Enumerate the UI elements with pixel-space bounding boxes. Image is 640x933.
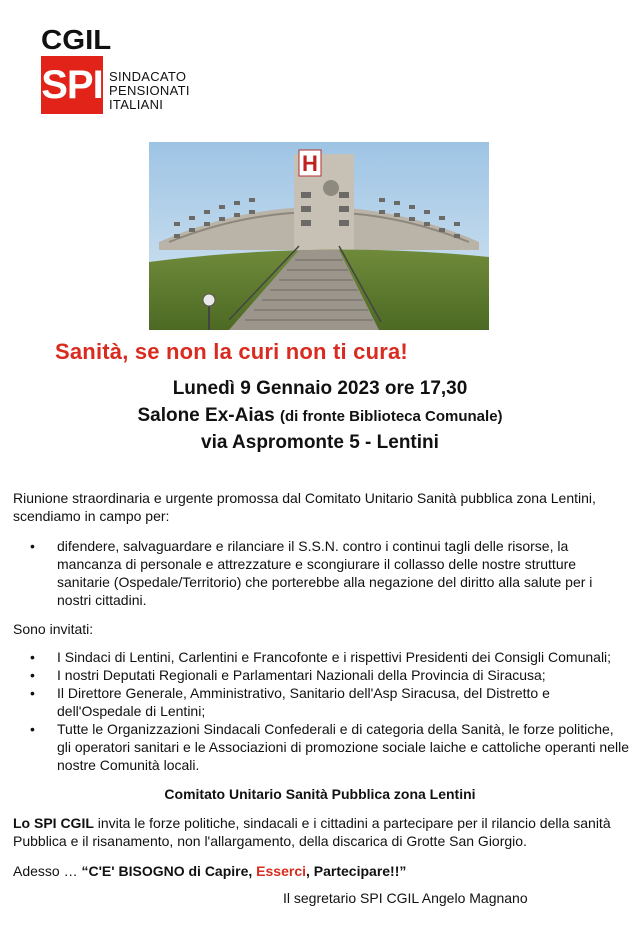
secretary-signature: Il segretario SPI CGIL Angelo Magnano bbox=[283, 890, 528, 906]
intro-paragraph: Riunione straordinaria e urgente promossa dal Comitato Unitario Sanità pubblica zona Lentini, scendiamo in campo per: bbox=[13, 490, 596, 524]
event-venue-note: (di fronte Biblioteca Comunale) bbox=[280, 408, 503, 425]
cta-part2: Esserci bbox=[256, 863, 306, 879]
logo-line-1: SINDACATO bbox=[109, 69, 187, 84]
spi-paragraph-rest: invita le forze politiche, sindacali e i cittadini a partecipare per il rilancio della sanità Pubblica e il risanamento, non l'allargamento, della discarica di Grotte San Giorgio. bbox=[13, 815, 611, 849]
bullet-dot: • bbox=[30, 667, 35, 683]
spi-paragraph-lead: Lo SPI CGIL bbox=[13, 815, 94, 831]
cta-part1: “C'E' BISOGNO di Capire, bbox=[81, 863, 257, 879]
bullet-dot: • bbox=[30, 649, 35, 665]
invited-label: Sono invitati: bbox=[13, 621, 94, 637]
hospital-photo bbox=[149, 142, 489, 330]
event-venue: Salone Ex-Aias bbox=[137, 405, 275, 426]
list-item bbox=[30, 537, 630, 609]
cta-part3: , Partecipare!!” bbox=[306, 863, 407, 879]
bullet-text: Il Direttore Generale, Amministrativo, Sanitario dell'Asp Siracusa, del Distretto e dell'Ospedale di Lentini; bbox=[57, 685, 550, 719]
hospital-sign-letter: H bbox=[302, 151, 318, 176]
logo-spi-box: SPI bbox=[41, 56, 103, 114]
event-date: Lunedì 9 Gennaio 2023 ore 17,30 bbox=[172, 378, 468, 399]
list-item bbox=[30, 648, 630, 666]
cgil-spi-logo bbox=[41, 26, 190, 114]
call-to-action bbox=[13, 862, 629, 880]
bullet-text: I Sindaci di Lentini, Carlentini e Francofonte e i rispettivi Presidenti dei Consigli Comunali; bbox=[57, 649, 612, 665]
logo-line-2: PENSIONATI bbox=[109, 83, 190, 98]
event-venue-line bbox=[0, 405, 640, 427]
event-address: via Aspromonte 5 - Lentini bbox=[201, 432, 439, 453]
list-item bbox=[30, 720, 630, 774]
main-bullet-list bbox=[30, 537, 630, 609]
bullet-dot: • bbox=[30, 721, 35, 737]
bullet-dot: • bbox=[30, 538, 35, 554]
list-item bbox=[30, 666, 630, 684]
invited-bullet-list bbox=[30, 648, 630, 774]
bullet-text: I nostri Deputati Regionali e Parlamentari Nazionali della Provincia di Siracusa; bbox=[57, 667, 546, 683]
logo-spi-lines bbox=[109, 70, 190, 114]
logo-line-3: ITALIANI bbox=[109, 97, 164, 112]
logo-spi-row bbox=[41, 56, 190, 114]
comitato-signature: Comitato Unitario Sanità Pubblica zona Lentini bbox=[164, 786, 476, 802]
bullet-dot: • bbox=[30, 685, 35, 701]
list-item bbox=[30, 684, 630, 720]
bullet-text: Tutte le Organizzazioni Sindacali Confederali e di categoria della Sanità, le forze politiche, gli operatori sanitari e le Associazioni di promozione sociale laiche e cattoliche operanti nelle nostre Comunità locali. bbox=[57, 721, 629, 773]
logo-cgil-text: CGIL bbox=[41, 24, 112, 55]
bullet-text: difendere, salvaguardare e rilanciare il S.S.N. contro i continui tagli delle risorse, la mancanza di personale e attrezzature e scongiurare il collasso delle nostre strutture sanitarie (Ospedale/Territorio) che porterebbe alla negazione del diritto alla salute per i nostri cittadini. bbox=[57, 538, 593, 608]
cta-lead: Adesso … bbox=[13, 863, 82, 879]
spi-paragraph bbox=[13, 814, 629, 850]
headline: Sanità, se non la curi non ti cura! bbox=[55, 339, 408, 364]
